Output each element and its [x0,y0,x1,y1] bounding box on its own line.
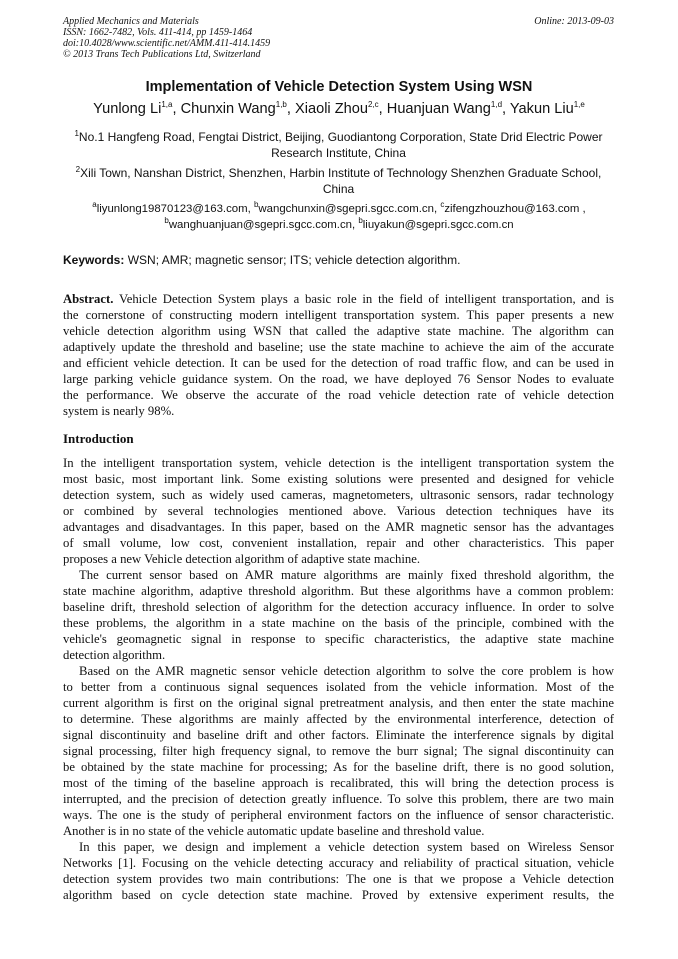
author-name: Xiaoli Zhou [294,101,368,117]
author-sup: 1,a [161,100,173,110]
introduction-body [63,455,614,903]
body-line: proposes a new Vehicle detection algorithm of adaptive state machine. [63,552,421,566]
body-line: detection system provides two main contributions: The one is that we propose a Vehicle detection [63,872,614,886]
abstract-line: vehicle detection algorithm using WSN that called the adaptive state machine. The algorithm can [63,324,614,338]
body-line: state machine algorithm, adaptive threshold algorithm. But these algorithms have a common problem: [63,584,614,598]
affiliation-sup: 1 [74,129,79,138]
body-line: advantages and disadvantages. In this paper, based on the AMR magnetic sensor has the advantages [63,520,614,534]
journal-name: Applied Mechanics and Materials [63,16,199,27]
body-line: most of the timing of the baseline approach is recalibrated, this will bring the detection process is [63,776,614,790]
body-line: Another is in no state of the vehicle automatic update baseline and threshold value. [63,824,485,838]
journal-header [63,16,270,60]
section-heading-introduction: Introduction [63,431,134,446]
copyright-line: © 2013 Trans Tech Publications Ltd, Switzerland [63,49,261,60]
body-line: algorithm based on cycle detection state machine. Proved by extensive experiment results, the [63,888,614,902]
body-line: most basic, most important link. Some existing solutions were presented and designed for vehicle [63,472,614,486]
affiliation-sup: 2 [75,165,81,174]
body-line: be obtained by the state machine for processing; As for the baseline drift, there is no good solution, [63,760,614,774]
affiliation-line: No.1 Hangfeng Road, Fengtai District, Beijing, Guodiantong Corporation, State Drid Electric Power [78,130,603,144]
body-line: detection algorithm. [63,648,166,662]
body-line: to determine. These algorithms are mainly affected by the environmental interference, detection of [63,712,614,726]
keywords [63,253,461,267]
body-line: baseline drift, threshold selection of algorithm for the detection accuracy influence. In order to solve [63,600,614,614]
body-line: In this paper, we design and implement a vehicle detection system based on Wireless Sensor [79,840,614,854]
body-line: signal processing, filter high frequency signal, to remove the burr signal; The signal discontinuity can [63,744,614,758]
body-line: of small volume, low cost, convenient installation, repair and other characteristics. This paper [63,536,614,550]
body-line: to better from a continuous signal sequences isolated from the vehicle information. Most of the [63,680,614,694]
body-line: these problems, the algorithm in a state machine on the basis of the principle, combined with the [63,616,614,630]
issn-line: ISSN: 1662-7482, Vols. 411-414, pp 1459-1464 [63,27,253,38]
body-line: signal discontinuity and baseline drift and other factors. Eliminate the interference signals by digital [63,728,614,742]
author-name: Chunxin Wang [180,101,276,117]
author-name: Yunlong Li [93,101,162,117]
email-link[interactable]: wangchunxin@sgepri.sgcc.com.cn [258,203,434,215]
body-line: Networks [1]. Focusing on the vehicle detecting accuracy and reliability of practical situation, vehicle [63,856,614,870]
body-line: detection system, such as widely used cameras, magnetometers, ultrasonic sensors, radar technology [63,488,614,502]
abstract-line: the cornerstone of constructing modern intelligent transportation system. This paper presents a new [63,308,614,322]
affiliation-line: Research Institute, China [271,146,406,160]
abstract-line: Vehicle Detection System plays a basic role in the field of intelligent transportation, and is [113,292,614,306]
email-link[interactable]: wanghuanjuan@sgepri.sgcc.com.cn [168,219,352,231]
email-link[interactable]: liyunlong19870123@163.com [96,203,248,215]
body-line: current algorithm is first on the original signal pretreatment analysis, and then enter the state machine [63,696,614,710]
email-link[interactable]: zifengzhouzhou@163.com [444,203,580,215]
body-line: or combined by several technologies mentioned above. Various detection techniques have its [63,504,614,518]
abstract-line: system is nearly 98%. [63,404,175,418]
author-name: Huanjuan Wang [386,101,491,117]
author-sup: 1,d [490,100,503,110]
author-sup: 1,e [573,100,585,110]
body-line: ways. The one is the study of peripheral environment factors on the influence of sensor characteristic. [63,808,614,822]
author-name: Yakun Liu [509,101,574,117]
abstract-line: large parking vehicle guidance system. On the road, we have deployed 76 Sensor Nodes to evaluate [63,372,614,386]
body-line: vehicle's geomagnetic signal in response to specific characteristics, the adaptive state machine [63,632,614,646]
online-date: Online: 2013-09-03 [534,16,614,27]
abstract-line: and efficient vehicle detection. It can be used for the detection of road traffic flow, and can be used in [63,356,614,370]
body-line: In the intelligent transportation system, vehicle detection is the intelligent transportation system the [63,456,614,470]
affiliation-line: China [322,182,355,196]
email-link[interactable]: liuyakun@sgepri.sgcc.com.cn [362,219,514,231]
keywords-text: WSN; AMR; magnetic sensor; ITS; vehicle detection algorithm. [124,253,461,267]
author-sup: 2,c [368,100,379,110]
affiliation-2 [63,165,614,197]
abstract-line: the performance. We observe the accurate of the road vehicle detection rate of vehicle detection [63,388,614,402]
affiliation-line: Xili Town, Nanshan District, Shenzhen, Harbin Institute of Technology Shenzhen Graduate School, [80,166,602,180]
author-emails: $^a$liyunlong19870123@163.com, $^b$wangchunxin@sgepri.sgcc.com.cn, $^c$zifengzhouzhou@163.com , $^b$wanghuanjuan@sgepri.sgcc.com.cn, $^b$liuyakun@sgepri.sgcc.com.cn [92,200,586,231]
abstract [63,291,614,419]
keywords-label: Keywords: [63,253,125,267]
abstract-line: adaptively update the threshold and baseline; use the state machine to achieve the aim of the accurate [63,340,614,354]
body-line: Based on the AMR magnetic sensor vehicle detection algorithm to solve the core problem is how [79,664,614,678]
affiliation-1 [63,129,614,161]
body-line: The current sensor based on AMR mature algorithms are mainly fixed threshold algorithm, the [79,568,614,582]
author-list: Yunlong Li$^{1,a}$, Chunxin Wang$^{1,b}$, Xiaoli Zhou$^{2,c}$, Huanjuan Wang$^{1,d}$, Yakun Liu$^{1,e}$ [93,100,585,117]
doi-line: doi:10.4028/www.scientific.net/AMM.411-414.1459 [63,38,271,49]
body-line: interrupted, and the precision of detection greatly influence. To solve this problem, there are two main [63,792,614,806]
paper-title: Implementation of Vehicle Detection System Using WSN [145,79,533,95]
author-sup: 1,b [275,100,287,110]
abstract-label: Abstract. [63,292,114,306]
